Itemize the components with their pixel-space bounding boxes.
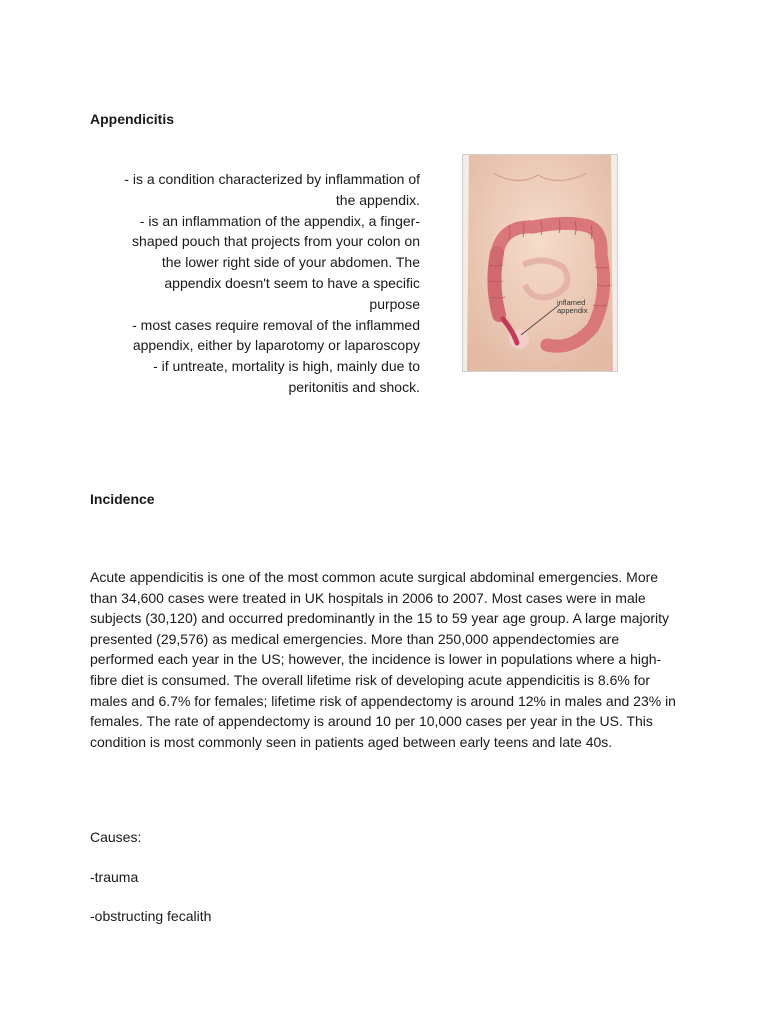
definition-line: shaped pouch that projects from your colon on [132,233,420,250]
cause-item: -trauma [90,869,139,885]
section-title-appendicitis: Appendicitis [90,111,175,127]
definition-line: appendix doesn't seem to have a specific [164,274,420,291]
cause-item: -obstructing fecalith [90,908,212,924]
definition-line: purpose [369,295,420,312]
definition-line: - is a condition characterized by inflammation of [124,171,420,187]
definition-line: the lower right side of your abdomen. The [161,254,420,271]
label-line: appendix [557,306,588,315]
causes-title: Causes: [90,829,142,845]
section-title-incidence: Incidence [90,491,155,507]
definition-line: - if untreate, mortality is high, mainly due to [153,358,420,375]
appendix-illustration [462,154,618,372]
definition-line: - is an inflammation of the appendix, a finger- [139,212,420,229]
definition-line: - most cases require removal of the inflammed [132,316,420,333]
abdomen-drawing [463,155,617,371]
incidence-paragraph: Acute appendicitis is one of the most common acute surgical abdominal emergencies. More than 34,600 cases were treated in UK hospitals in 2006 to 2007. Most cases were in male subjects (30,120) and occurred predominantly in the 15 to 59 year age group. A large majority presented (29,576) as medical emergencies. More than 250,000 appendectomies are performed each year in the US; however, the incidence is lower in populations where a high-fibre diet is consumed. The overall lifetime risk of developing acute appendicitis is 8.6% for males and 6.7% for females; lifetime risk of appendectomy is around 12% in males and 23% in females. The rate of appendectomy is around 10 per 10,000 cases per year in the US. This condition is most commonly seen in patients aged between early teens and late 40s. [90,569,676,750]
definition-line: the appendix. [335,191,420,208]
label-line: inflamed [557,298,586,307]
definition-line: peritonitis and shock. [288,378,420,395]
definition-text-block [88,169,420,398]
inflamed-appendix-label [557,299,607,315]
definition-line: appendix, either by laparotomy or laparoscopy [132,337,420,354]
